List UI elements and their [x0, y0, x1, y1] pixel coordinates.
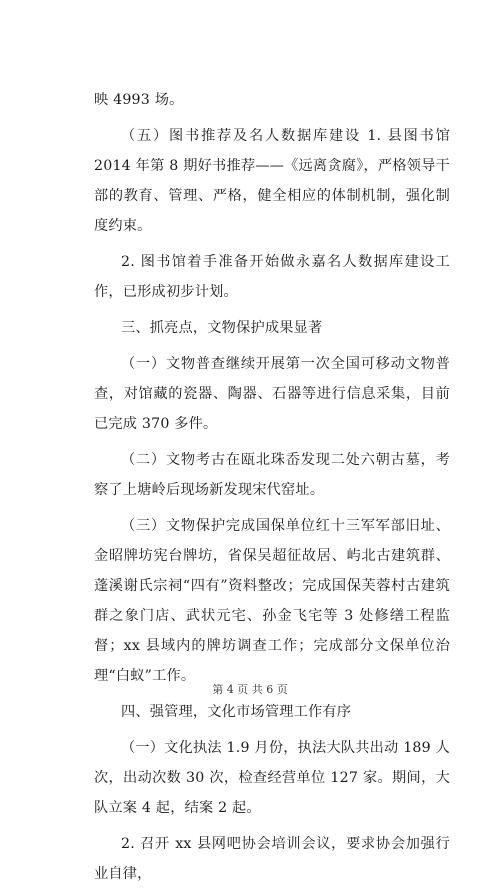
- paragraph-3: 2. 图书馆着手准备开始做永嘉名人数据库建设工作，已形成初步计划。: [94, 254, 450, 300]
- section-heading-3: 三、抓亮点，文物保护成果显著: [120, 320, 323, 336]
- paragraph-2: （五）图书推荐及名人数据库建设 1. 县图书馆 2014 年第 8 期好书推荐——《远离贪腐》，严格领导干部的教育、管理、严格，健全相应的体制机制，强化制度约束。: [94, 128, 450, 234]
- section-heading-4: 四、强管理，文化市场管理工作有序: [120, 704, 352, 720]
- paragraph-7: （三）文物保护完成国保单位红十三军军部旧址、金昭牌坊宪台牌坊，省保吴超征故居、屿北古建筑群、蓬溪谢氏宗祠“四有”资料整改；完成国保芙蓉村古建筑群之象门店、武状元宅、孙金飞宅等 3 处修缮工程监督；xx 县域内的牌坊调查工作；完成部分文保单位治理“白蚁”工作。: [94, 518, 450, 684]
- paragraph-5: （一）文物普查继续开展第一次全国可移动文物普查，对馆藏的瓷器、陶器、石器等进行信息采集，目前已完成 370 多件。: [94, 356, 450, 432]
- document-body: [94, 85, 450, 895]
- paragraph-10: 2. 召开 xx 县网吧协会培训会议，要求协会加强行业自律，: [94, 836, 450, 882]
- page-number-footer: 第 4 页 共 6 页: [212, 683, 288, 696]
- paragraph-9: （一）文化执法 1.9 月份，执法大队共出动 189 人次，出动次数 30 次，检查经营单位 127 家。期间，大队立案 4 起，结案 2 起。: [94, 740, 450, 816]
- paragraph-6: （二）文物考古在瓯北珠岙发现二处六朝古墓，考察了上塘岭后现场新发现宋代窑址。: [94, 452, 450, 498]
- paragraph-1: 映 4993 场。: [94, 92, 184, 108]
